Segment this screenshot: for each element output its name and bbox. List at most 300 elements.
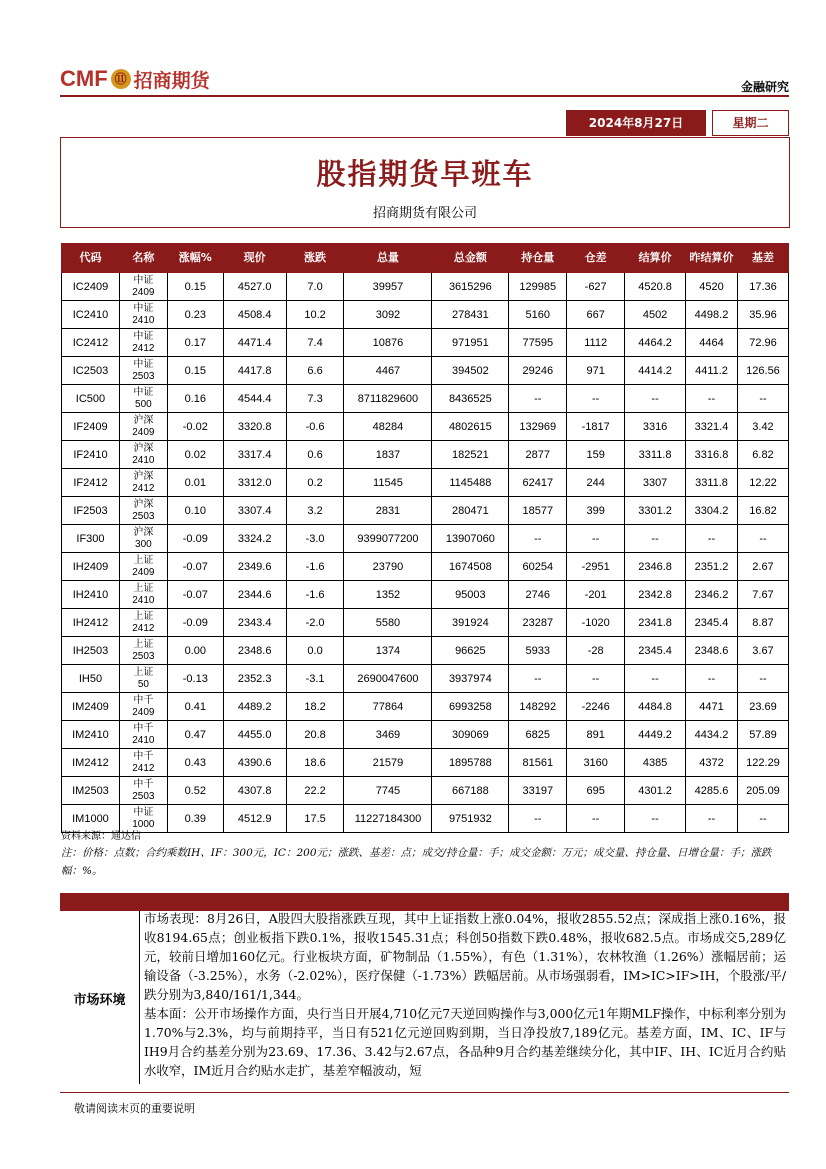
contract-name-month: 2412: [132, 762, 155, 774]
prev-settle-cell: 2348.6: [686, 637, 738, 665]
contract-code-cell: IH2412: [62, 609, 120, 637]
amount-cell: 309069: [432, 721, 509, 749]
oi-change-cell: 695: [567, 777, 625, 805]
change-cell: -3.1: [286, 665, 344, 693]
volume-cell: 11227184300: [344, 805, 432, 833]
contract-name-month: 2412: [132, 482, 155, 494]
oi-change-cell: 244: [567, 469, 625, 497]
prev-settle-cell: 2345.4: [686, 609, 738, 637]
amount-cell: 4802615: [432, 413, 509, 441]
table-note: 注：价格：点数；合约乘数IH、IF：300元，IC：200元；涨跌、基差：点；成交/持仓量：手；成交金额：万元；成交量、持仓量、日增仓量：手；涨跌幅：%。: [61, 847, 772, 877]
contract-name-month: 2409: [132, 706, 155, 718]
prev-settle-cell: 2346.2: [686, 581, 738, 609]
contract-name-cell: [119, 413, 167, 441]
settle-cell: 4464.2: [625, 329, 686, 357]
change-cell: 0.6: [286, 441, 344, 469]
page-title: 股指期货早班车: [316, 157, 534, 191]
change-cell: 10.2: [286, 301, 344, 329]
volume-cell: 11545: [344, 469, 432, 497]
change-pct-cell: -0.07: [167, 581, 223, 609]
contract-name-cell: [119, 441, 167, 469]
company-logo: [60, 66, 210, 92]
amount-cell: 1674508: [432, 553, 509, 581]
contract-name-cell: [119, 581, 167, 609]
contract-name-month: 300: [135, 538, 152, 550]
price-cell: 3312.0: [223, 469, 286, 497]
volume-cell: 23790: [344, 553, 432, 581]
change-pct-cell: 0.43: [167, 749, 223, 777]
change-cell: 7.4: [286, 329, 344, 357]
settle-cell: 2345.4: [625, 637, 686, 665]
contract-name-index: 沪深: [133, 498, 154, 510]
contract-name-index: 上证: [133, 554, 154, 566]
contract-name-cell: [119, 749, 167, 777]
contract-name-cell: [119, 357, 167, 385]
price-cell: 2352.3: [223, 665, 286, 693]
header-divider: [60, 95, 789, 97]
open-interest-cell: 18577: [509, 497, 567, 525]
contract-name-cell: [119, 385, 167, 413]
change-pct-cell: 0.00: [167, 637, 223, 665]
change-cell: 6.6: [286, 357, 344, 385]
price-cell: 4508.4: [223, 301, 286, 329]
basis-cell: 35.96: [737, 301, 788, 329]
change-cell: 7.0: [286, 273, 344, 301]
open-interest-cell: 6825: [509, 721, 567, 749]
contract-code-cell: IC2412: [62, 329, 120, 357]
volume-cell: 77864: [344, 693, 432, 721]
oi-change-cell: -1817: [567, 413, 625, 441]
settle-cell: 4385: [625, 749, 686, 777]
data-source: 资料来源：通达信: [61, 831, 141, 842]
prev-settle-cell: 4464: [686, 329, 738, 357]
contract-name-cell: [119, 469, 167, 497]
contract-code-cell: IM2409: [62, 693, 120, 721]
contract-name-index: 中证: [133, 806, 154, 818]
change-cell: -3.0: [286, 525, 344, 553]
price-cell: 3307.4: [223, 497, 286, 525]
table-row: [62, 553, 789, 581]
basis-cell: 2.67: [737, 553, 788, 581]
amount-cell: 280471: [432, 497, 509, 525]
contract-name-month: 2503: [132, 790, 155, 802]
table-row: [62, 497, 789, 525]
change-cell: -1.6: [286, 581, 344, 609]
contract-name-index: 上证: [133, 582, 154, 594]
amount-cell: 391924: [432, 609, 509, 637]
open-interest-cell: 60254: [509, 553, 567, 581]
open-interest-cell: 2746: [509, 581, 567, 609]
contract-name-index: 上证: [133, 638, 154, 650]
prev-settle-cell: 4471: [686, 693, 738, 721]
change-pct-cell: 0.10: [167, 497, 223, 525]
change-pct-cell: 0.15: [167, 273, 223, 301]
prev-settle-cell: 3311.8: [686, 469, 738, 497]
volume-cell: 2831: [344, 497, 432, 525]
oi-change-cell: -2246: [567, 693, 625, 721]
title-box: [60, 137, 790, 228]
contract-name-month: 2503: [132, 650, 155, 662]
prev-settle-cell: 3316.8: [686, 441, 738, 469]
contract-code-cell: IH2409: [62, 553, 120, 581]
open-interest-cell: 81561: [509, 749, 567, 777]
logo-badge-icon: ⑪: [111, 69, 131, 89]
amount-cell: 95003: [432, 581, 509, 609]
basis-cell: --: [737, 385, 788, 413]
table-row: [62, 637, 789, 665]
contract-name-month: 50: [137, 678, 149, 690]
volume-cell: 1837: [344, 441, 432, 469]
change-pct-cell: 0.01: [167, 469, 223, 497]
oi-change-cell: -1020: [567, 609, 625, 637]
contract-name-month: 2503: [132, 370, 155, 382]
section-label-cell: [60, 911, 140, 1084]
oi-change-cell: -627: [567, 273, 625, 301]
settle-cell: 3316: [625, 413, 686, 441]
table-row: [62, 693, 789, 721]
basis-cell: 8.87: [737, 609, 788, 637]
change-pct-cell: 0.16: [167, 385, 223, 413]
section-label: 市场环境: [73, 993, 126, 1008]
amount-cell: 9751932: [432, 805, 509, 833]
col-header: 持仓量: [509, 244, 567, 273]
col-header: 涨跌: [286, 244, 344, 273]
oi-change-cell: --: [567, 665, 625, 693]
prev-settle-cell: 3304.2: [686, 497, 738, 525]
open-interest-cell: 33197: [509, 777, 567, 805]
contract-code-cell: IM2410: [62, 721, 120, 749]
volume-cell: 8711829600: [344, 385, 432, 413]
change-cell: 18.2: [286, 693, 344, 721]
change-cell: 0.2: [286, 469, 344, 497]
contract-code-cell: IF2409: [62, 413, 120, 441]
contract-name-index: 中证: [133, 386, 154, 398]
volume-cell: 39957: [344, 273, 432, 301]
basis-cell: 16.82: [737, 497, 788, 525]
basis-cell: 3.67: [737, 637, 788, 665]
open-interest-cell: 23287: [509, 609, 567, 637]
col-header: 昨结算价: [686, 244, 738, 273]
contract-name-month: 2409: [132, 286, 155, 298]
amount-cell: 96625: [432, 637, 509, 665]
amount-cell: 3615296: [432, 273, 509, 301]
table-body: [62, 273, 789, 833]
report-date: 2024年8月27日: [566, 110, 706, 136]
change-pct-cell: -0.02: [167, 413, 223, 441]
contract-name-index: 中证: [133, 358, 154, 370]
change-cell: 0.0: [286, 637, 344, 665]
contract-name-month: 500: [135, 398, 152, 410]
basis-cell: 17.36: [737, 273, 788, 301]
amount-cell: 971951: [432, 329, 509, 357]
col-header: 名称: [119, 244, 167, 273]
basis-cell: 57.89: [737, 721, 788, 749]
contract-name-index: 中证: [133, 274, 154, 286]
change-cell: 22.2: [286, 777, 344, 805]
amount-cell: 667188: [432, 777, 509, 805]
oi-change-cell: 159: [567, 441, 625, 469]
change-pct-cell: 0.47: [167, 721, 223, 749]
settle-cell: 4484.8: [625, 693, 686, 721]
volume-cell: 48284: [344, 413, 432, 441]
change-pct-cell: 0.23: [167, 301, 223, 329]
contract-name-cell: [119, 777, 167, 805]
basis-cell: --: [737, 805, 788, 833]
contract-code-cell: IF2503: [62, 497, 120, 525]
price-cell: 4471.4: [223, 329, 286, 357]
contract-name-cell: [119, 329, 167, 357]
futures-quote-table: [61, 243, 789, 833]
contract-name-cell: [119, 497, 167, 525]
price-cell: 4544.4: [223, 385, 286, 413]
amount-cell: 278431: [432, 301, 509, 329]
price-cell: 4307.8: [223, 777, 286, 805]
open-interest-cell: 62417: [509, 469, 567, 497]
basis-cell: 6.82: [737, 441, 788, 469]
change-cell: 18.6: [286, 749, 344, 777]
col-header: 现价: [223, 244, 286, 273]
col-header: 代码: [62, 244, 120, 273]
table-row: [62, 581, 789, 609]
basis-cell: 205.09: [737, 777, 788, 805]
change-pct-cell: 0.17: [167, 329, 223, 357]
change-cell: 3.2: [286, 497, 344, 525]
price-cell: 2344.6: [223, 581, 286, 609]
contract-name-month: 2409: [132, 426, 155, 438]
contract-name-cell: [119, 525, 167, 553]
volume-cell: 2690047600: [344, 665, 432, 693]
contract-name-index: 沪深: [133, 414, 154, 426]
basis-cell: 7.67: [737, 581, 788, 609]
contract-name-index: 中证: [133, 330, 154, 342]
contract-code-cell: IF2410: [62, 441, 120, 469]
oi-change-cell: 1112: [567, 329, 625, 357]
settle-cell: 4301.2: [625, 777, 686, 805]
oi-change-cell: 971: [567, 357, 625, 385]
amount-cell: 1145488: [432, 469, 509, 497]
contract-name-index: 中千: [133, 750, 154, 762]
table-row: [62, 413, 789, 441]
contract-name-index: 上证: [133, 610, 154, 622]
open-interest-cell: 5160: [509, 301, 567, 329]
price-cell: 3320.8: [223, 413, 286, 441]
change-pct-cell: -0.07: [167, 553, 223, 581]
contract-name-index: 中证: [133, 302, 154, 314]
footer-disclaimer: 敬请阅读末页的重要说明: [74, 1102, 195, 1115]
open-interest-cell: --: [509, 665, 567, 693]
contract-code-cell: IH2503: [62, 637, 120, 665]
change-pct-cell: -0.09: [167, 525, 223, 553]
open-interest-cell: --: [509, 525, 567, 553]
change-pct-cell: 0.39: [167, 805, 223, 833]
table-row: [62, 665, 789, 693]
contract-code-cell: IM1000: [62, 805, 120, 833]
open-interest-cell: 132969: [509, 413, 567, 441]
open-interest-cell: 148292: [509, 693, 567, 721]
settle-cell: --: [625, 805, 686, 833]
footer-divider: [60, 1092, 789, 1093]
market-commentary: [144, 909, 786, 1084]
price-cell: 4512.9: [223, 805, 286, 833]
price-cell: 2348.6: [223, 637, 286, 665]
table-row: [62, 273, 789, 301]
oi-change-cell: -28: [567, 637, 625, 665]
basis-cell: --: [737, 525, 788, 553]
settle-cell: --: [625, 385, 686, 413]
price-cell: 3324.2: [223, 525, 286, 553]
contract-name-cell: [119, 553, 167, 581]
change-pct-cell: 0.02: [167, 441, 223, 469]
volume-cell: 5580: [344, 609, 432, 637]
settle-cell: 4449.2: [625, 721, 686, 749]
table-row: [62, 749, 789, 777]
contract-name-index: 沪深: [133, 470, 154, 482]
change-pct-cell: -0.13: [167, 665, 223, 693]
contract-name-index: 中千: [133, 722, 154, 734]
change-cell: -1.6: [286, 553, 344, 581]
prev-settle-cell: --: [686, 805, 738, 833]
basis-cell: 72.96: [737, 329, 788, 357]
volume-cell: 7745: [344, 777, 432, 805]
settle-cell: 3301.2: [625, 497, 686, 525]
table-row: [62, 805, 789, 833]
company-name: 招商期货有限公司: [372, 206, 477, 221]
contract-name-cell: [119, 665, 167, 693]
contract-name-month: 2409: [132, 566, 155, 578]
table-row: [62, 357, 789, 385]
open-interest-cell: 2877: [509, 441, 567, 469]
contract-code-cell: IC500: [62, 385, 120, 413]
open-interest-cell: 29246: [509, 357, 567, 385]
contract-name-cell: [119, 693, 167, 721]
volume-cell: 9399077200: [344, 525, 432, 553]
settle-cell: --: [625, 525, 686, 553]
prev-settle-cell: 3321.4: [686, 413, 738, 441]
date-bar: [566, 110, 789, 138]
oi-change-cell: -2951: [567, 553, 625, 581]
contract-name-cell: [119, 609, 167, 637]
contract-name-cell: [119, 301, 167, 329]
basis-cell: 3.42: [737, 413, 788, 441]
change-cell: -0.6: [286, 413, 344, 441]
table-row: [62, 609, 789, 637]
open-interest-cell: --: [509, 385, 567, 413]
col-header: 仓差: [567, 244, 625, 273]
contract-code-cell: IH2410: [62, 581, 120, 609]
contract-code-cell: IM2503: [62, 777, 120, 805]
prev-settle-cell: 4498.2: [686, 301, 738, 329]
volume-cell: 1352: [344, 581, 432, 609]
change-cell: 7.3: [286, 385, 344, 413]
amount-cell: 394502: [432, 357, 509, 385]
basis-cell: 126.56: [737, 357, 788, 385]
logo-cmf-text: CMF: [60, 66, 108, 91]
price-cell: 4390.6: [223, 749, 286, 777]
contract-name-month: 2503: [132, 510, 155, 522]
table-row: [62, 329, 789, 357]
volume-cell: 4467: [344, 357, 432, 385]
col-header: 结算价: [625, 244, 686, 273]
contract-name-month: 2410: [132, 454, 155, 466]
settle-cell: --: [625, 665, 686, 693]
prev-settle-cell: --: [686, 525, 738, 553]
change-pct-cell: 0.41: [167, 693, 223, 721]
contract-code-cell: IC2503: [62, 357, 120, 385]
oi-change-cell: -201: [567, 581, 625, 609]
open-interest-cell: 5933: [509, 637, 567, 665]
contract-code-cell: IH50: [62, 665, 120, 693]
settle-cell: 2341.8: [625, 609, 686, 637]
price-cell: 2343.4: [223, 609, 286, 637]
basis-cell: 122.29: [737, 749, 788, 777]
table-row: [62, 301, 789, 329]
change-cell: 20.8: [286, 721, 344, 749]
contract-name-index: 沪深: [133, 442, 154, 454]
price-cell: 4417.8: [223, 357, 286, 385]
price-cell: 2349.6: [223, 553, 286, 581]
contract-name-month: 2410: [132, 314, 155, 326]
contract-code-cell: IF2412: [62, 469, 120, 497]
amount-cell: 182521: [432, 441, 509, 469]
col-header: 涨幅%: [167, 244, 223, 273]
volume-cell: 10876: [344, 329, 432, 357]
amount-cell: 8436525: [432, 385, 509, 413]
oi-change-cell: --: [567, 805, 625, 833]
prev-settle-cell: 4372: [686, 749, 738, 777]
oi-change-cell: 667: [567, 301, 625, 329]
volume-cell: 3469: [344, 721, 432, 749]
change-cell: -2.0: [286, 609, 344, 637]
prev-settle-cell: 4411.2: [686, 357, 738, 385]
contract-name-month: 2410: [132, 594, 155, 606]
fundamentals-paragraph: 基本面：公开市场操作方面，央行当日开展4,710亿元7天逆回购操作与3,000亿元1年期MLF操作，中标利率分别为1.70%与2.3%，均与前期持平，当日有521亿元逆回购到期，当日净投放7,189亿元。基差方面，IM、IC、IF与IH9月合约基差分别为23.69、17.36、3.42与2.67点，各品种9月合约基差继续分化，其中IF、IH、IC近月合约贴水收窄，IM近月合约贴水走扩，基差窄幅波动，短: [144, 1006, 786, 1078]
table-row: [62, 525, 789, 553]
section-category: 金融研究: [740, 80, 789, 94]
price-cell: 3317.4: [223, 441, 286, 469]
col-header: 基差: [737, 244, 788, 273]
settle-cell: 4520.8: [625, 273, 686, 301]
table-row: [62, 721, 789, 749]
open-interest-cell: 77595: [509, 329, 567, 357]
contract-name-index: 上证: [133, 666, 154, 678]
change-pct-cell: -0.09: [167, 609, 223, 637]
price-cell: 4455.0: [223, 721, 286, 749]
basis-cell: 12.22: [737, 469, 788, 497]
amount-cell: 6993258: [432, 693, 509, 721]
change-pct-cell: 0.15: [167, 357, 223, 385]
prev-settle-cell: 4285.6: [686, 777, 738, 805]
volume-cell: 21579: [344, 749, 432, 777]
oi-change-cell: 891: [567, 721, 625, 749]
oi-change-cell: --: [567, 525, 625, 553]
amount-cell: 13907060: [432, 525, 509, 553]
table-header-row: [62, 244, 789, 273]
oi-change-cell: 399: [567, 497, 625, 525]
oi-change-cell: --: [567, 385, 625, 413]
basis-cell: --: [737, 665, 788, 693]
basis-cell: 23.69: [737, 693, 788, 721]
settle-cell: 2346.8: [625, 553, 686, 581]
contract-name-index: 中千: [133, 778, 154, 790]
price-cell: 4527.0: [223, 273, 286, 301]
market-performance-paragraph: 市场表现：8月26日，A股四大股指涨跌互现，其中上证指数上涨0.04%，报收2855.52点；深成指上涨0.16%，报收8194.65点；创业板指下跌0.1%，报收1545.31点；科创50指数下跌0.48%，报收682.5点。市场成交5,289亿元，较前日增加160亿元。行业板块方面，矿物制品（1.55%），有色（1.31%），农林牧渔（1.26%）涨幅居前；运输设备（-3.25%），水务（-2.02%），医疗保健（-1.73%）跌幅居前。从市场强弱看，IM>IC>IF>IH，个股涨/平/跌分别为3,840/161/1,344。: [144, 911, 786, 1002]
contract-code-cell: IF300: [62, 525, 120, 553]
prev-settle-cell: 2351.2: [686, 553, 738, 581]
contract-name-index: 沪深: [133, 526, 154, 538]
contract-name-cell: [119, 721, 167, 749]
report-weekday: 星期二: [712, 110, 789, 136]
contract-name-month: 1000: [132, 818, 155, 830]
